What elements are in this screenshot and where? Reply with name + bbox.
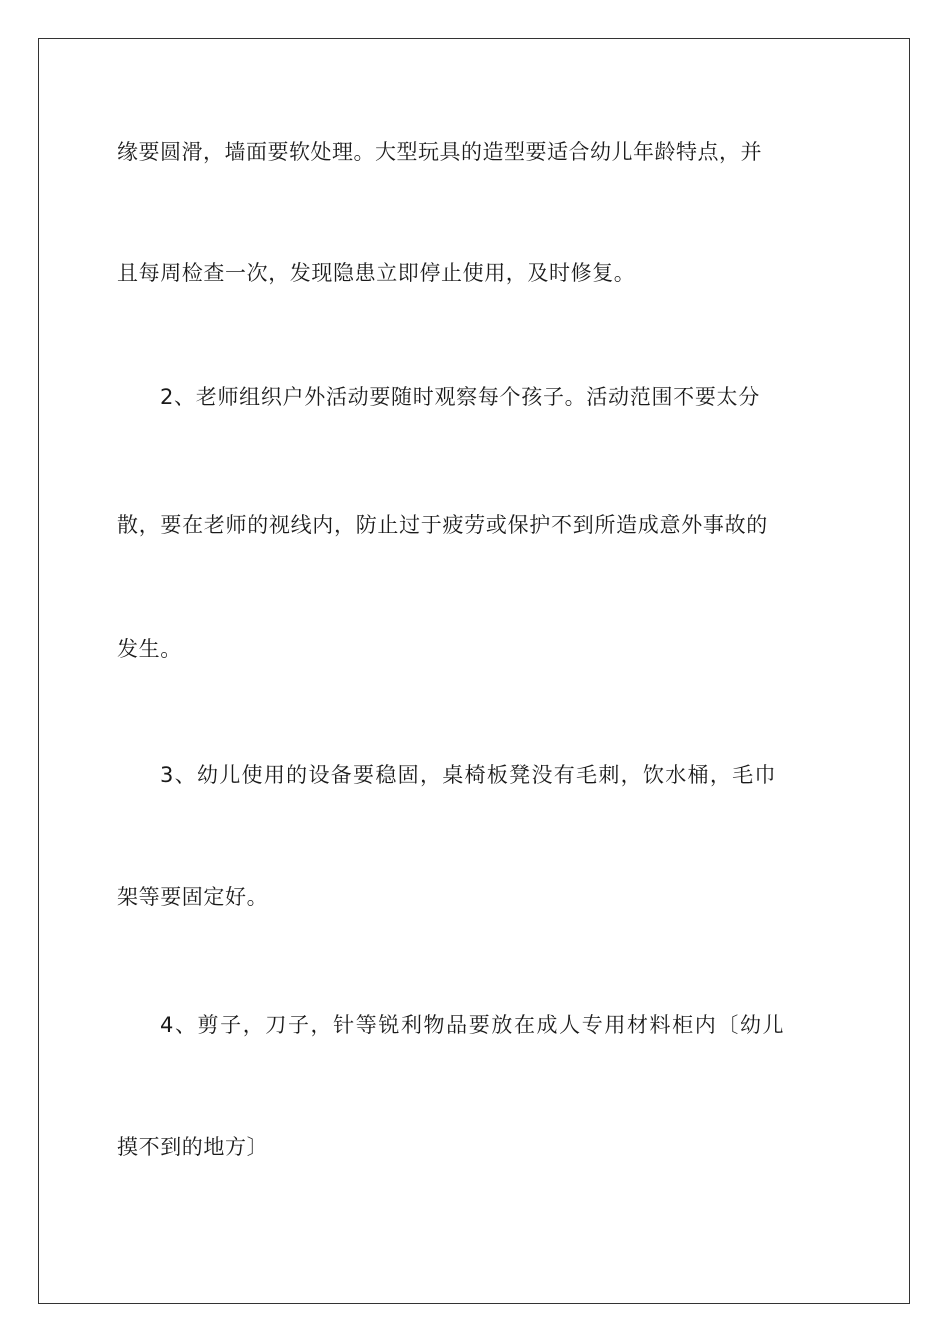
paragraph-line-7: 架等要固定好。: [117, 885, 269, 909]
paragraph-line-4: 散，要在老师的视线内，防止过于疲劳或保护不到所造成意外事故的: [117, 513, 768, 537]
paragraph-line-8: 4、剪子，刀子，针等锐利物品要放在成人专用材料柜内〔幼儿: [160, 1013, 786, 1037]
paragraph-line-5: 发生。: [117, 637, 182, 661]
paragraph-line-2: 且每周检查一次，发现隐患立即停止使用，及时修复。: [117, 261, 636, 285]
paragraph-line-6: 3、幼儿使用的设备要稳固，桌椅板凳没有毛刺，饮水桶，毛巾: [160, 763, 777, 787]
page-border: [38, 38, 910, 1304]
paragraph-line-9: 摸不到的地方〕: [117, 1135, 269, 1159]
paragraph-line-1: 缘要圆滑，墙面要软处理。大型玩具的造型要适合幼儿年龄特点，并: [117, 140, 762, 164]
paragraph-line-3: 2、老师组织户外活动要随时观察每个孩子。活动范围不要太分: [160, 385, 760, 409]
